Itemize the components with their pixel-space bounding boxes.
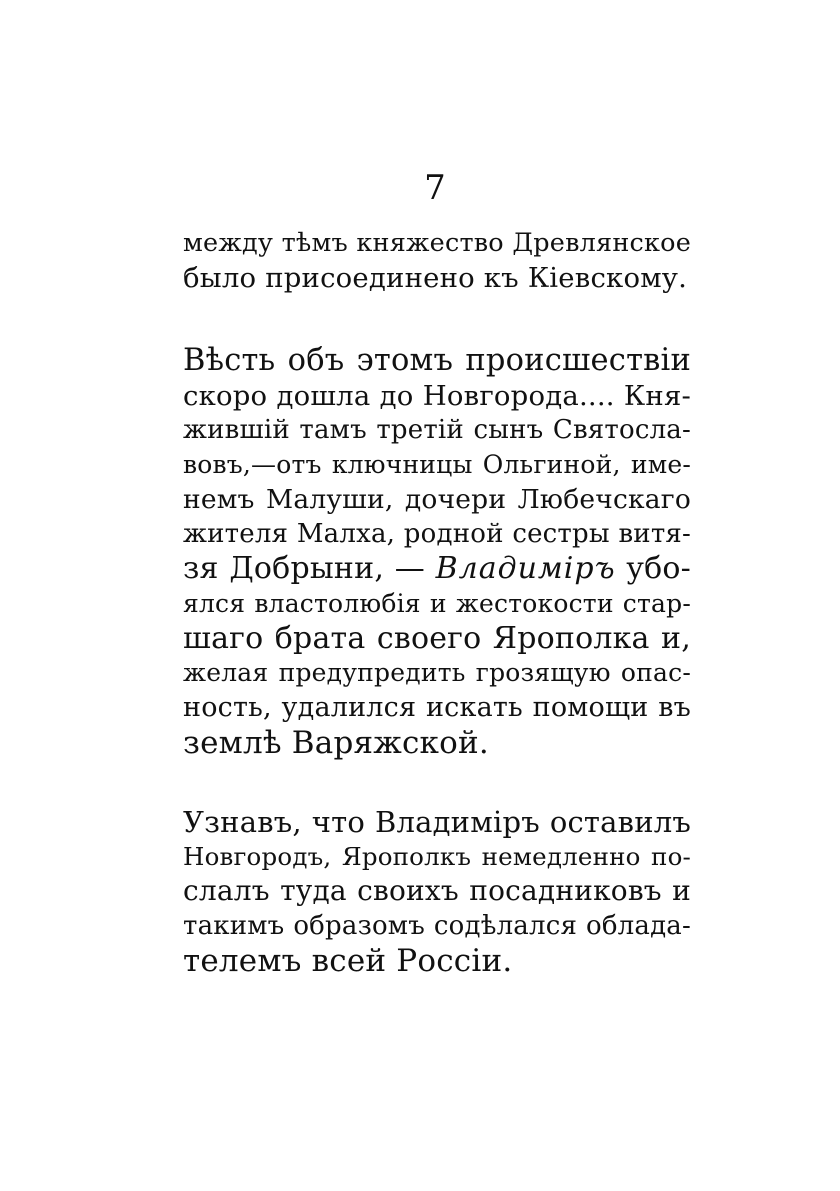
text-line: желая предупредить грозящую опас- xyxy=(183,658,691,688)
text-line: немъ Малуши, дочери Любечскаго xyxy=(183,483,691,515)
text-line: скоро дошла до Новгорода.... Кня- xyxy=(183,379,691,412)
text-line: землѣ Варяжской. xyxy=(183,724,489,761)
page-number: 7 xyxy=(424,168,446,208)
paragraph-2 xyxy=(183,344,691,760)
text-line: Узнавъ, что Владиміръ оставилъ xyxy=(183,805,691,839)
text-line: слалъ туда своихъ посадниковъ и xyxy=(183,874,691,908)
text-line-with-name xyxy=(183,552,691,587)
text-line: ность, удалился искать помощи въ xyxy=(183,691,691,723)
text-segment: убо- xyxy=(626,551,691,587)
paragraph-1 xyxy=(183,226,691,295)
paragraph-3 xyxy=(183,805,691,978)
text-line: шаго брата своего Ярополка и, xyxy=(183,620,691,656)
text-line: было присоединено къ Кіевскому. xyxy=(183,261,688,294)
emphasized-name: Владиміръ xyxy=(435,551,616,587)
text-line: ялся властолюбія и жестокости стар- xyxy=(183,588,691,618)
text-line: вовъ,—отъ ключницы Ольгиной, име- xyxy=(183,450,691,480)
text-line: Вѣсть объ этомъ происшествіи xyxy=(183,343,691,378)
text-line: жителя Малха, родной сестры витя- xyxy=(183,519,691,550)
text-line: телемъ всей Россіи. xyxy=(183,942,513,979)
text-line: Новгородъ, Ярополкъ немедленно по- xyxy=(183,841,691,871)
text-line: между тѣмъ княжество Древлянское xyxy=(183,228,691,258)
text-line: такимъ образомъ содѣлался облада- xyxy=(183,911,691,942)
text-segment: зя Добрыни, — xyxy=(183,551,425,587)
text-line: жившій тамъ третій сынъ Святосла- xyxy=(183,415,691,446)
